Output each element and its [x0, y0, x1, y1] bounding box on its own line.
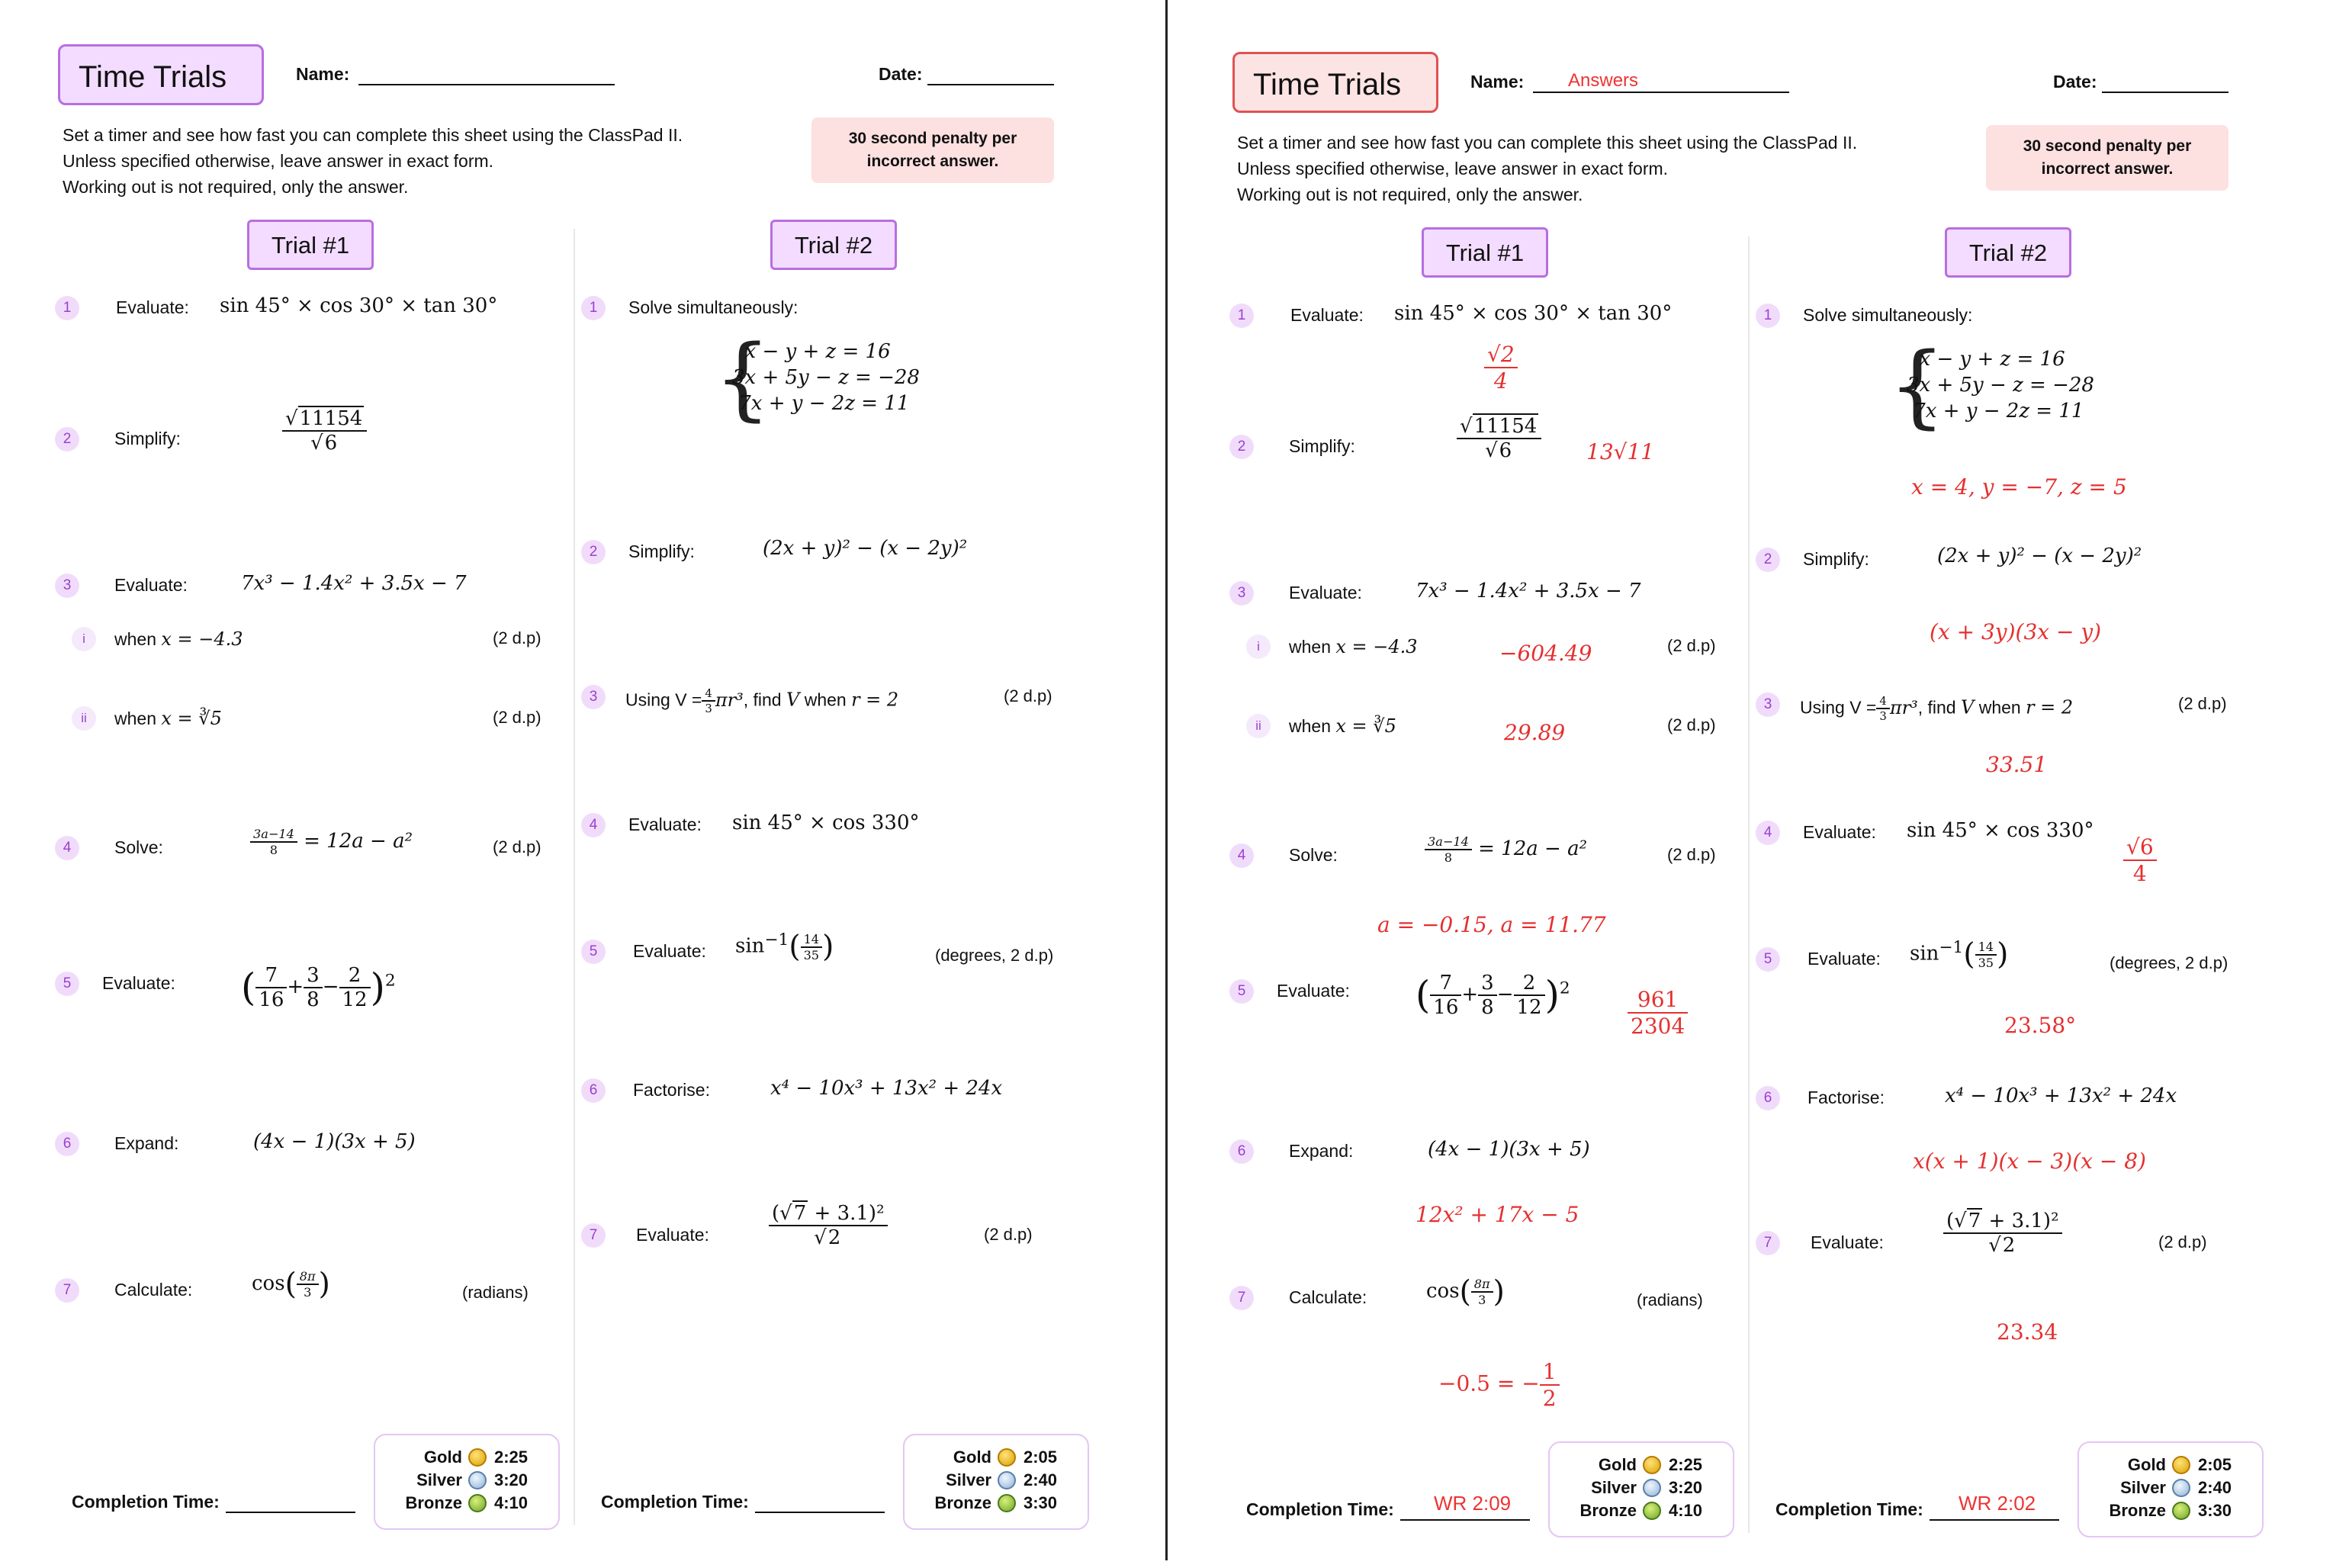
question-number: 4: [55, 836, 79, 860]
silver-medal-icon: [998, 1471, 1016, 1489]
answer: 23.58°: [2004, 1013, 2077, 1038]
instructions: Set a timer and see how fast you can complete this sheet using the ClassPad II. Unless specified otherwise, leave answer in exact form. Working out is not required, only the answer.: [63, 125, 683, 197]
question-expression: $\frac{√11154}{√6}$: [282, 407, 367, 455]
worksheet-blank: [0, 0, 1167, 1560]
column-divider: [574, 229, 575, 1525]
question-label: Solve:: [1289, 845, 1338, 865]
question-expression: sin 45° × cos 30° × tan 30°: [1394, 302, 1673, 325]
trial-1-heading: Trial #1: [1422, 227, 1548, 278]
question-number: 5: [1756, 947, 1780, 972]
question-number: 1: [1756, 304, 1780, 328]
question-expression: cos( $\frac{8\pi}{3}$ ): [1426, 1274, 1505, 1309]
name-line: [358, 84, 615, 85]
answer: $\frac{√2}{4}$: [1484, 342, 1518, 394]
precision-note: (2 d.p): [984, 1225, 1033, 1244]
question-label: Solve:: [114, 837, 163, 857]
question-label: Evaluate:: [1803, 822, 1876, 842]
answer: a = −0.15, a = 11.77: [1377, 912, 1606, 937]
question-expression: sin 45° × cos 330°: [732, 811, 920, 834]
name-line: [1533, 92, 1789, 93]
subquestion-label: when x = −4.3: [114, 628, 243, 650]
penalty-note: 30 second penalty per incorrect answer.: [811, 117, 1054, 183]
subquestion-number: i: [1246, 635, 1271, 659]
sheet-title: Time Trials: [1232, 52, 1438, 113]
question-number: 6: [1756, 1086, 1780, 1110]
question-label: Expand:: [114, 1133, 179, 1153]
trial-2-heading: Trial #2: [770, 220, 897, 270]
precision-note: (2 d.p): [1004, 686, 1052, 705]
question-number: 2: [581, 540, 606, 564]
completion-time-line: [1400, 1519, 1530, 1521]
question-expression: x⁴ − 10x³ + 13x² + 24x: [770, 1077, 1003, 1100]
answer: 29.89: [1504, 720, 1566, 745]
date-label: Date:: [879, 64, 923, 84]
question-label: Expand:: [1289, 1141, 1354, 1161]
question-label: Evaluate:: [1808, 949, 1881, 969]
question-number: 3: [581, 685, 606, 709]
medal-times: Gold 2:25 Silver 3:20 Bronze 4:10: [1548, 1441, 1734, 1537]
precision-note: (2 d.p): [493, 628, 541, 647]
question-expression: ( $\frac{7}{16}$ + $\frac{3}{8}$ − $\frac{2}{12}$ )$^2$: [1416, 972, 1570, 1019]
completion-time-value: WR 2:09: [1434, 1492, 1512, 1515]
question-expression: (2x + y)² − (x − 2y)²: [763, 537, 968, 560]
question-number: 4: [1229, 843, 1254, 868]
silver-medal-icon: [2172, 1479, 2190, 1497]
question-label: Using V = $\frac{4}{3}$ πr³, find V when r = 2: [1800, 694, 2074, 723]
answer: 12x² + 17x − 5: [1416, 1202, 1579, 1227]
question-number: 1: [581, 296, 606, 320]
answer: 13√11: [1586, 439, 1655, 464]
answer: $\frac{√6}{4}$: [2123, 834, 2157, 886]
trial-2-heading: Trial #2: [1945, 227, 2071, 278]
question-number: 6: [581, 1078, 606, 1103]
unit-note: (radians): [1637, 1290, 1703, 1309]
question-label: Calculate:: [114, 1280, 193, 1300]
answer: $\frac{961}{2304}$: [1628, 987, 1688, 1039]
bronze-medal-icon: [2172, 1502, 2190, 1520]
gold-medal-icon: [1643, 1456, 1661, 1474]
answer: x(x + 1)(x − 3)(x − 8): [1913, 1149, 2146, 1174]
question-expression: (2x + y)² − (x − 2y)²: [1937, 545, 2142, 567]
question-number: 3: [55, 574, 79, 598]
question-expression: $\frac{\text{(√7 + 3.1)²}}{√2}$: [769, 1202, 888, 1249]
question-number: 2: [1756, 548, 1780, 572]
question-label: Evaluate:: [636, 1225, 709, 1245]
question-label: Solve simultaneously:: [628, 297, 799, 317]
equation-system: x − y + z = 16 3x + 5y − z = −28 7x + y − 2z = 11: [1907, 348, 2094, 423]
question-number: 4: [581, 813, 606, 837]
question-number: 3: [1756, 692, 1780, 717]
question-label: Evaluate:: [102, 973, 175, 993]
date-line: [927, 84, 1054, 85]
subquestion-number: ii: [1246, 714, 1271, 738]
unit-note: (degrees, 2 d.p): [2110, 953, 2228, 972]
bronze-medal-icon: [1643, 1502, 1661, 1520]
worksheet-answers: [1174, 8, 2341, 1568]
answer: 23.34: [1997, 1319, 2058, 1345]
question-label: Simplify:: [1803, 549, 1869, 569]
completion-time-value: WR 2:02: [1959, 1492, 2036, 1515]
question-number: 1: [55, 296, 79, 320]
gold-medal-icon: [998, 1448, 1016, 1467]
question-number: 2: [55, 427, 79, 451]
question-label: Factorise:: [633, 1080, 710, 1100]
question-expression: $\frac{√11154}{√6}$: [1457, 415, 1541, 462]
completion-time-label: Completion Time:: [1246, 1499, 1394, 1519]
question-expression: $\frac{\text{(√7 + 3.1)²}}{√2}$: [1943, 1210, 2062, 1257]
penalty-note: 30 second penalty per incorrect answer.: [1986, 125, 2228, 191]
completion-time-label: Completion Time:: [1775, 1499, 1923, 1519]
question-label: Evaluate:: [114, 575, 188, 595]
question-label: Factorise:: [1808, 1088, 1885, 1107]
answer: −0.5 = − $\frac{1}{2}$: [1438, 1359, 1560, 1411]
date-label: Date:: [2053, 72, 2097, 92]
question-number: 2: [1229, 435, 1254, 459]
answer: 33.51: [1986, 752, 2048, 777]
precision-note: (2 d.p): [2178, 694, 2227, 713]
gold-medal-icon: [468, 1448, 487, 1467]
answer: −604.49: [1499, 641, 1592, 666]
subquestion-label: when x = ∛5: [1289, 715, 1396, 737]
question-number: 3: [1229, 581, 1254, 606]
trial-1-heading: Trial #1: [247, 220, 374, 270]
name-label: Name:: [1470, 72, 1525, 92]
unit-note: (radians): [462, 1283, 529, 1302]
question-label: Evaluate:: [628, 815, 702, 834]
completion-time-label: Completion Time:: [72, 1492, 220, 1512]
bronze-medal-icon: [468, 1494, 487, 1512]
subquestion-number: ii: [72, 706, 96, 731]
subquestion-label: when x = ∛5: [114, 708, 222, 729]
answer: x = 4, y = −7, z = 5: [1911, 474, 2127, 500]
question-expression: sin 45° × cos 30° × tan 30°: [220, 294, 498, 317]
date-line: [2102, 92, 2228, 93]
precision-note: (2 d.p): [493, 837, 541, 856]
subquestion-label: when x = −4.3: [1289, 636, 1418, 657]
question-label: Evaluate:: [1290, 305, 1364, 325]
question-expression: x⁴ − 10x³ + 13x² + 24x: [1945, 1084, 2177, 1107]
question-label: Simplify:: [628, 541, 695, 561]
question-expression: ( $\frac{7}{16}$ + $\frac{3}{8}$ − $\frac{2}{12}$ )$^2$: [241, 964, 396, 1011]
question-expression: (4x − 1)(3x + 5): [253, 1130, 416, 1153]
question-label: Evaluate:: [1289, 583, 1362, 602]
medal-times: Gold 2:25 Silver 3:20 Bronze 4:10: [374, 1434, 560, 1530]
question-number: 5: [1229, 979, 1254, 1004]
precision-note: (2 d.p): [1667, 636, 1716, 655]
question-expression: 7x³ − 1.4x² + 3.5x − 7: [1416, 580, 1641, 602]
completion-time-line: [1930, 1519, 2059, 1521]
completion-time-label: Completion Time:: [601, 1492, 749, 1512]
question-number: 6: [55, 1132, 79, 1156]
name-value: Answers: [1568, 70, 1639, 91]
instructions: Set a timer and see how fast you can complete this sheet using the ClassPad II. Unless specified otherwise, leave answer in exact form. Working out is not required, only the answer.: [1237, 133, 1858, 204]
system-brace: {: [1888, 333, 1946, 438]
question-number: 7: [1756, 1231, 1780, 1255]
question-label: Solve simultaneously:: [1803, 305, 1973, 325]
question-expression: $\sin^{-1}$( $\frac{14}{35}$ ): [735, 930, 834, 965]
question-expression: $\sin^{-1}$( $\frac{14}{35}$ ): [1910, 937, 2009, 972]
precision-note: (2 d.p): [1667, 845, 1716, 864]
bronze-medal-icon: [998, 1494, 1016, 1512]
unit-note: (degrees, 2 d.p): [935, 946, 1054, 965]
question-expression: $\frac{3a-14}{8}$ = 12a − a²: [250, 827, 413, 857]
equation-system: x − y + z = 16 3x + 5y − z = −28 7x + y − 2z = 11: [732, 340, 920, 415]
question-number: 4: [1756, 821, 1780, 845]
column-divider: [1748, 236, 1750, 1533]
question-expression: sin 45° × cos 330°: [1907, 819, 2094, 842]
question-label: Evaluate:: [116, 297, 189, 317]
silver-medal-icon: [1643, 1479, 1661, 1497]
question-label: Evaluate:: [633, 941, 706, 961]
system-brace: {: [714, 325, 772, 430]
completion-time-line: [226, 1512, 355, 1513]
silver-medal-icon: [468, 1471, 487, 1489]
question-number: 5: [55, 972, 79, 996]
question-number: 5: [581, 940, 606, 964]
completion-time-line: [755, 1512, 885, 1513]
precision-note: (2 d.p): [2158, 1232, 2207, 1252]
question-number: 7: [581, 1223, 606, 1248]
gold-medal-icon: [2172, 1456, 2190, 1474]
question-label: Simplify:: [114, 429, 181, 448]
precision-note: (2 d.p): [1667, 715, 1716, 734]
question-label: Using V = $\frac{4}{3}$ πr³, find V when r = 2: [625, 686, 899, 715]
question-label: Calculate:: [1289, 1287, 1367, 1307]
medal-times: Gold 2:05 Silver 2:40 Bronze 3:30: [903, 1434, 1089, 1530]
question-label: Evaluate:: [1811, 1232, 1884, 1252]
question-label: Simplify:: [1289, 436, 1355, 456]
question-expression: $\frac{3a-14}{8}$ = 12a − a²: [1425, 834, 1587, 865]
question-number: 1: [1229, 304, 1254, 328]
question-expression: 7x³ − 1.4x² + 3.5x − 7: [241, 572, 467, 595]
question-expression: (4x − 1)(3x + 5): [1428, 1138, 1590, 1161]
question-label: Evaluate:: [1277, 981, 1350, 1001]
question-number: 7: [1229, 1286, 1254, 1310]
answer: (x + 3y)(3x − y): [1930, 619, 2102, 644]
name-label: Name:: [296, 64, 350, 84]
sheet-title: Time Trials: [58, 44, 264, 105]
question-expression: cos( $\frac{8\pi}{3}$ ): [252, 1267, 330, 1302]
medal-times: Gold 2:05 Silver 2:40 Bronze 3:30: [2077, 1441, 2264, 1537]
question-number: 6: [1229, 1139, 1254, 1164]
subquestion-number: i: [72, 627, 96, 651]
precision-note: (2 d.p): [493, 708, 541, 727]
question-number: 7: [55, 1278, 79, 1303]
